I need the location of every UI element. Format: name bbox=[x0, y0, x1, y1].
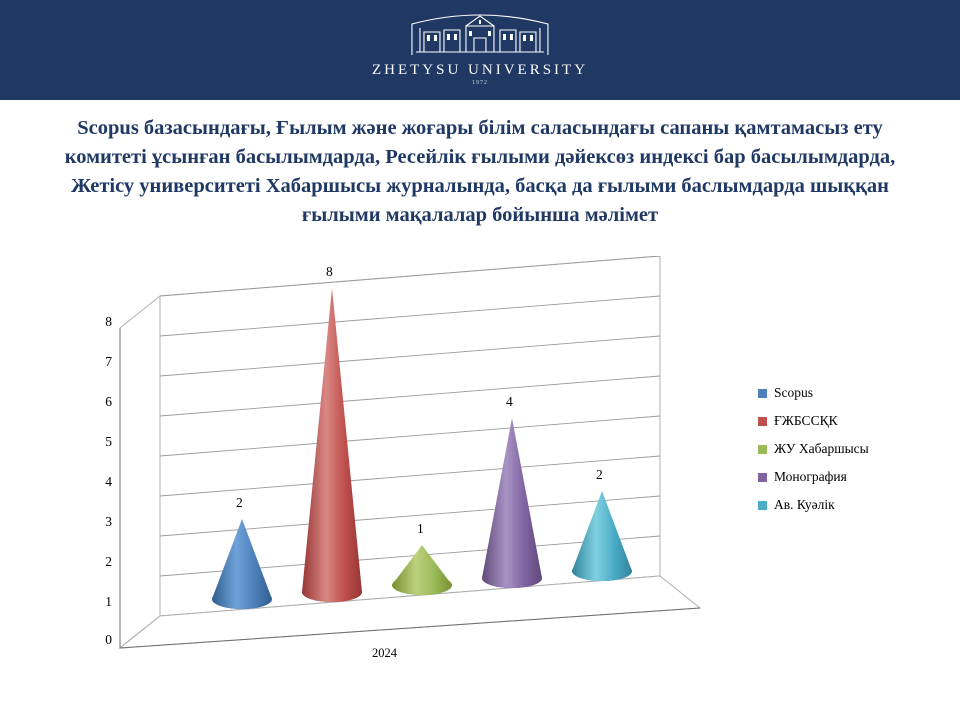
legend-swatch-icon bbox=[758, 389, 767, 398]
y-tick-7: 7 bbox=[105, 354, 112, 369]
legend-label: Ав. Куәлік bbox=[774, 497, 835, 512]
legend-item-monografiya[interactable] bbox=[758, 463, 938, 491]
founded-year: 1972 bbox=[471, 80, 488, 86]
legend-label: Scopus bbox=[774, 385, 814, 400]
data-label-zhu-khabarshysy: 1 bbox=[417, 521, 424, 536]
legend-swatch-icon bbox=[758, 501, 767, 510]
y-tick-4: 4 bbox=[105, 474, 112, 489]
x-tick-2024: 2024 bbox=[372, 646, 397, 660]
legend-swatch-icon bbox=[758, 417, 767, 426]
legend-label: ЖУ Хабаршысы bbox=[774, 441, 869, 456]
data-label-scopus: 2 bbox=[236, 495, 243, 510]
legend-swatch-icon bbox=[758, 445, 767, 454]
y-tick-6: 6 bbox=[105, 394, 112, 409]
legend-swatch-icon bbox=[758, 473, 767, 482]
chart-plot-area bbox=[100, 256, 760, 660]
header-banner bbox=[0, 0, 960, 100]
page-title: Scopus базасындағы, Ғылым және жоғары білім саласындағы сапаны қамтамасыз ету комитеті ұсынған басылымдарда, Ресейлік ғылыми дәйексөз индексі бар басылымдарда, Жетісу университеті Хабаршысы журналында, басқа да ғылыми баслымдарда шыққан ғылыми мақалалар бойынша мәлімет bbox=[64, 117, 896, 227]
y-axis-labels bbox=[100, 256, 760, 656]
university-building-icon bbox=[400, 8, 560, 60]
data-label-av-kualik: 2 bbox=[596, 467, 603, 482]
legend-label: Монография bbox=[774, 469, 847, 484]
y-tick-5: 5 bbox=[105, 434, 112, 449]
y-tick-2: 2 bbox=[105, 554, 112, 569]
chart-container bbox=[0, 246, 960, 676]
data-label-gzhbssqk: 8 bbox=[326, 264, 333, 279]
y-tick-1: 1 bbox=[105, 594, 112, 609]
university-name: ZHETYSU UNIVERSITY bbox=[371, 62, 589, 78]
chart-legend bbox=[758, 379, 938, 519]
legend-item-zhu-khabarshysy[interactable] bbox=[758, 435, 938, 463]
y-tick-8: 8 bbox=[105, 314, 112, 329]
legend-item-av-kualik[interactable] bbox=[758, 491, 938, 519]
legend-label: ҒЖБССҚК bbox=[774, 413, 838, 428]
y-tick-0: 0 bbox=[105, 632, 112, 647]
legend-item-scopus[interactable] bbox=[758, 379, 938, 407]
data-label-monografiya: 4 bbox=[506, 394, 513, 409]
y-tick-3: 3 bbox=[105, 514, 112, 529]
legend-item-gzhbssqk[interactable] bbox=[758, 407, 938, 435]
university-logo bbox=[372, 8, 588, 86]
